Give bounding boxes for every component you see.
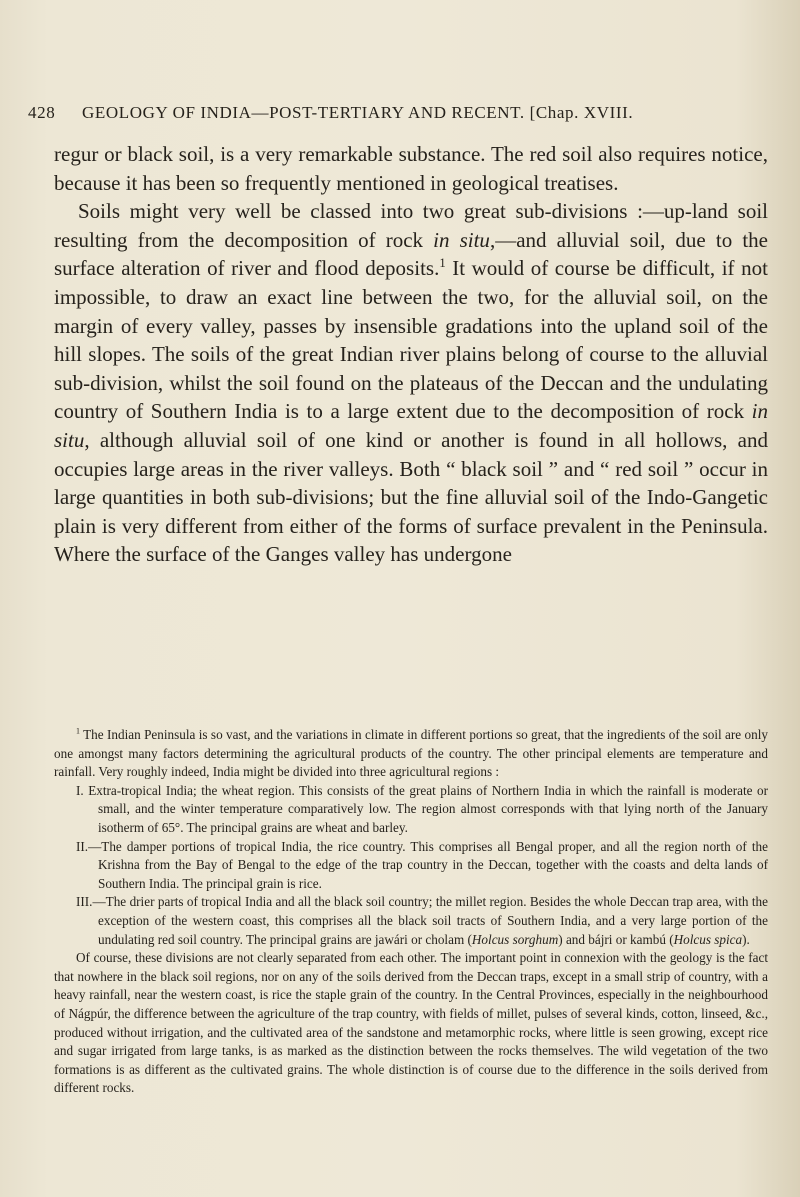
paragraph-2 — [54, 197, 768, 569]
page-number: 428 — [28, 103, 56, 122]
footnote-item-3-text-b: ) and bájri or kambú ( — [558, 931, 674, 947]
paragraph-2-italic-a: in situ — [433, 227, 490, 252]
page-header — [28, 103, 773, 123]
footnote-intro-text: The Indian Peninsula is so vast, and the variations in climate in different portions so great, that the ingredients of the soil are only one amongst many factors determining the agricultural products of the country. The other principal elements are temperature and rainfall. Very roughly indeed, India might be divided into three agricultural regions : — [54, 727, 768, 780]
running-head — [82, 103, 773, 123]
footnote-conclusion: Of course, these divisions are not clearly separated from each other. The important point in connexion with the geology is the fact that nowhere in the black soil regions, nor on any of the soils derived from the Deccan traps, except in a small strip of country, with a heavy rainfall, near the western coast, is rice the staple grain of the country. In the Central Provinces, especially in the neighbourhood of Nágpúr, the difference between the agriculture of the trap country, with fields of millet, pulses of several kinds, cotton, linseed, &c., produced without irrigation, and the cultivated area of the sandstone and metamorphic rocks, where little is seen growing, except rice and sugar irrigated from large tanks, is as marked as the distinction between the rocks themselves. The wild vegetation of the two formations is as different as the cultivated grains. The whole distinction is of course due to the difference in the soils derived from different rocks. — [54, 950, 768, 1096]
paragraph-2-text-d: , although alluvial soil of one kind or another is found in all hollows, and occupies large areas in the river valleys. Both “ black soil ” and “ red soil ” occur in large quantities in both sub-divisions; but the fine alluvial soil of the Indo-Gangetic plain is very different from either of the forms of surface prevalent in the Peninsula. Where the surface of the Ganges valley has undergone — [54, 427, 768, 567]
paragraph-2-text-a: Soils might very well be classed into two great sub-divisions :—up-land soil resulting from the decomposition of rock — [54, 199, 768, 252]
footnote-item-2: II.—The damper portions of tropical India, the rice country. This comprises all Bengal proper, and all the region north of the Krishna from the Bay of Bengal to the edge of the trap country in the Deccan, together with the coasts and delta lands of Southern India. The principal grain is rice. — [76, 838, 768, 891]
running-head-title: GEOLOGY OF INDIA—POST-TERTIARY AND RECENT. — [82, 103, 525, 122]
paragraph-2-italic-b: in situ — [54, 399, 768, 452]
footnote-marker: 1 — [76, 726, 80, 736]
chapter-label: [Chap. XVIII. — [529, 103, 634, 122]
footnote-item-3-text-c: ). — [742, 931, 750, 947]
main-text — [54, 140, 768, 569]
paragraph-1: regur or black soil, is a very remarkable substance. The red soil also requires notice, because it has been so frequently mentioned in geological treatises. — [54, 142, 768, 195]
paragraph-2-text-b: ,—and alluvial soil, due to the surface alteration of river and flood deposits. — [54, 227, 768, 281]
footnotes — [54, 726, 768, 1098]
footnote-item-3-text-a: III.—The drier parts of tropical India and all the black soil country; the millet region. Besides the whole Deccan trap area, with the exception of the western coast, this comprises all the black soil tracts of Southern India, and a very large portion of the undulating red soil country. The principal grains are jawári or cholam ( — [76, 894, 768, 947]
footnote-reference: 1 — [439, 256, 446, 271]
footnote-item-3 — [76, 893, 768, 949]
footnote-item-1: I. Extra-tropical India; the wheat region. This consists of the great plains of Northern India in which the rainfall is moderate or small, and the winter temperature comparatively low. The region almost corresponds with that lying north of the January isotherm of 65°. The principal grains are wheat and barley. — [76, 782, 768, 835]
footnote-item-3-italic-b: Holcus spica — [673, 931, 743, 947]
footnote-intro — [54, 726, 768, 782]
footnote-item-3-italic-a: Holcus sorghum — [471, 931, 559, 947]
paragraph-2-text-c: It would of course be difficult, if not impossible, to draw an exact line between the two, for the alluvial soil, on the margin of every valley, passes by insensible gradations into the upland soil of the hill slopes. The soils of the great Indian river plains belong of course to the alluvial sub-division, whilst the soil found on the plateaus of the Deccan and the undulating country of Southern India is to a large extent due to the decomposition of rock — [54, 256, 768, 424]
